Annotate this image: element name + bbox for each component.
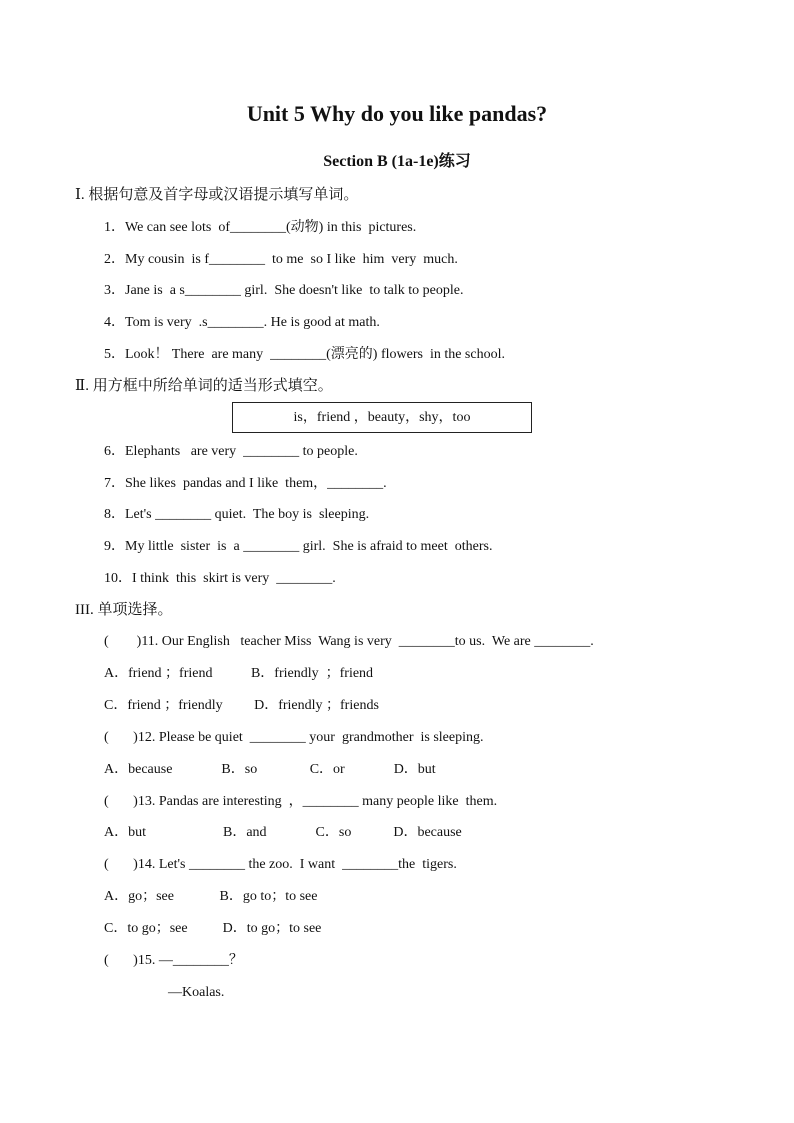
section2-heading: Ⅱ. 用方框中所给单词的适当形式填空。 (75, 378, 333, 394)
question-6: 6．Elephants are very ________ to people. (104, 444, 358, 459)
question-3: 3．Jane is a s________ girl. She doesn't like to talk to people. (104, 283, 464, 298)
question-8: 8．Let's ________ quiet. The boy is sleeping. (104, 507, 370, 522)
question-7: 7．She likes pandas and I like them，________. (104, 476, 387, 491)
word-box: is，friend ，beauty，shy，too (232, 402, 532, 433)
question-1: 1．We can see lots of________(动物) in this pictures. (104, 220, 417, 235)
question-14: ( )14. Let's ________ the zoo. I want ________the tigers. (104, 857, 457, 872)
page-subtitle: Section B (1a-1e)练习 (323, 153, 471, 170)
page-title: Unit 5 Why do you like pandas? (246, 101, 548, 126)
options-14-cd: C．to go；see D．to go；to see (104, 921, 322, 936)
question-12: ( )12. Please be quiet ________ your grandmother is sleeping. (104, 730, 484, 745)
section3-heading: III. 单项选择。 (75, 602, 173, 618)
question-10: 10．I think this skirt is very ________. (104, 571, 336, 586)
question-2: 2．My cousin is f________ to me so I like him very much. (104, 252, 458, 267)
question-5: 5．Look！ There are many ________(漂亮的) flowers in the school. (104, 347, 505, 362)
question-4: 4．Tom is very .s________. He is good at math. (104, 315, 380, 330)
options-14-ab: A．go；see B．go to；to see (104, 889, 318, 904)
question-15: ( )15. —________？ (104, 953, 243, 968)
options-12: A．because B．so C．or D．but (104, 762, 436, 777)
options-13: A．but B．and C．so D．because (104, 825, 462, 840)
answer-15: —Koalas. (168, 985, 225, 1000)
options-11-ab: A．friend ；friend B．friendly ；friend (104, 666, 374, 681)
section1-heading: Ⅰ. 根据句意及首字母或汉语提示填写单词。 (75, 187, 359, 203)
question-11: ( )11. Our English teacher Miss Wang is very ________to us. We are ________. (104, 634, 594, 649)
question-13: ( )13. Pandas are interesting ，________ many people like them. (104, 794, 498, 809)
options-11-cd: C．friend ；friendly D．friendly ；friends (104, 698, 379, 713)
question-9: 9．My little sister is a ________ girl. She is afraid to meet others. (104, 539, 493, 554)
